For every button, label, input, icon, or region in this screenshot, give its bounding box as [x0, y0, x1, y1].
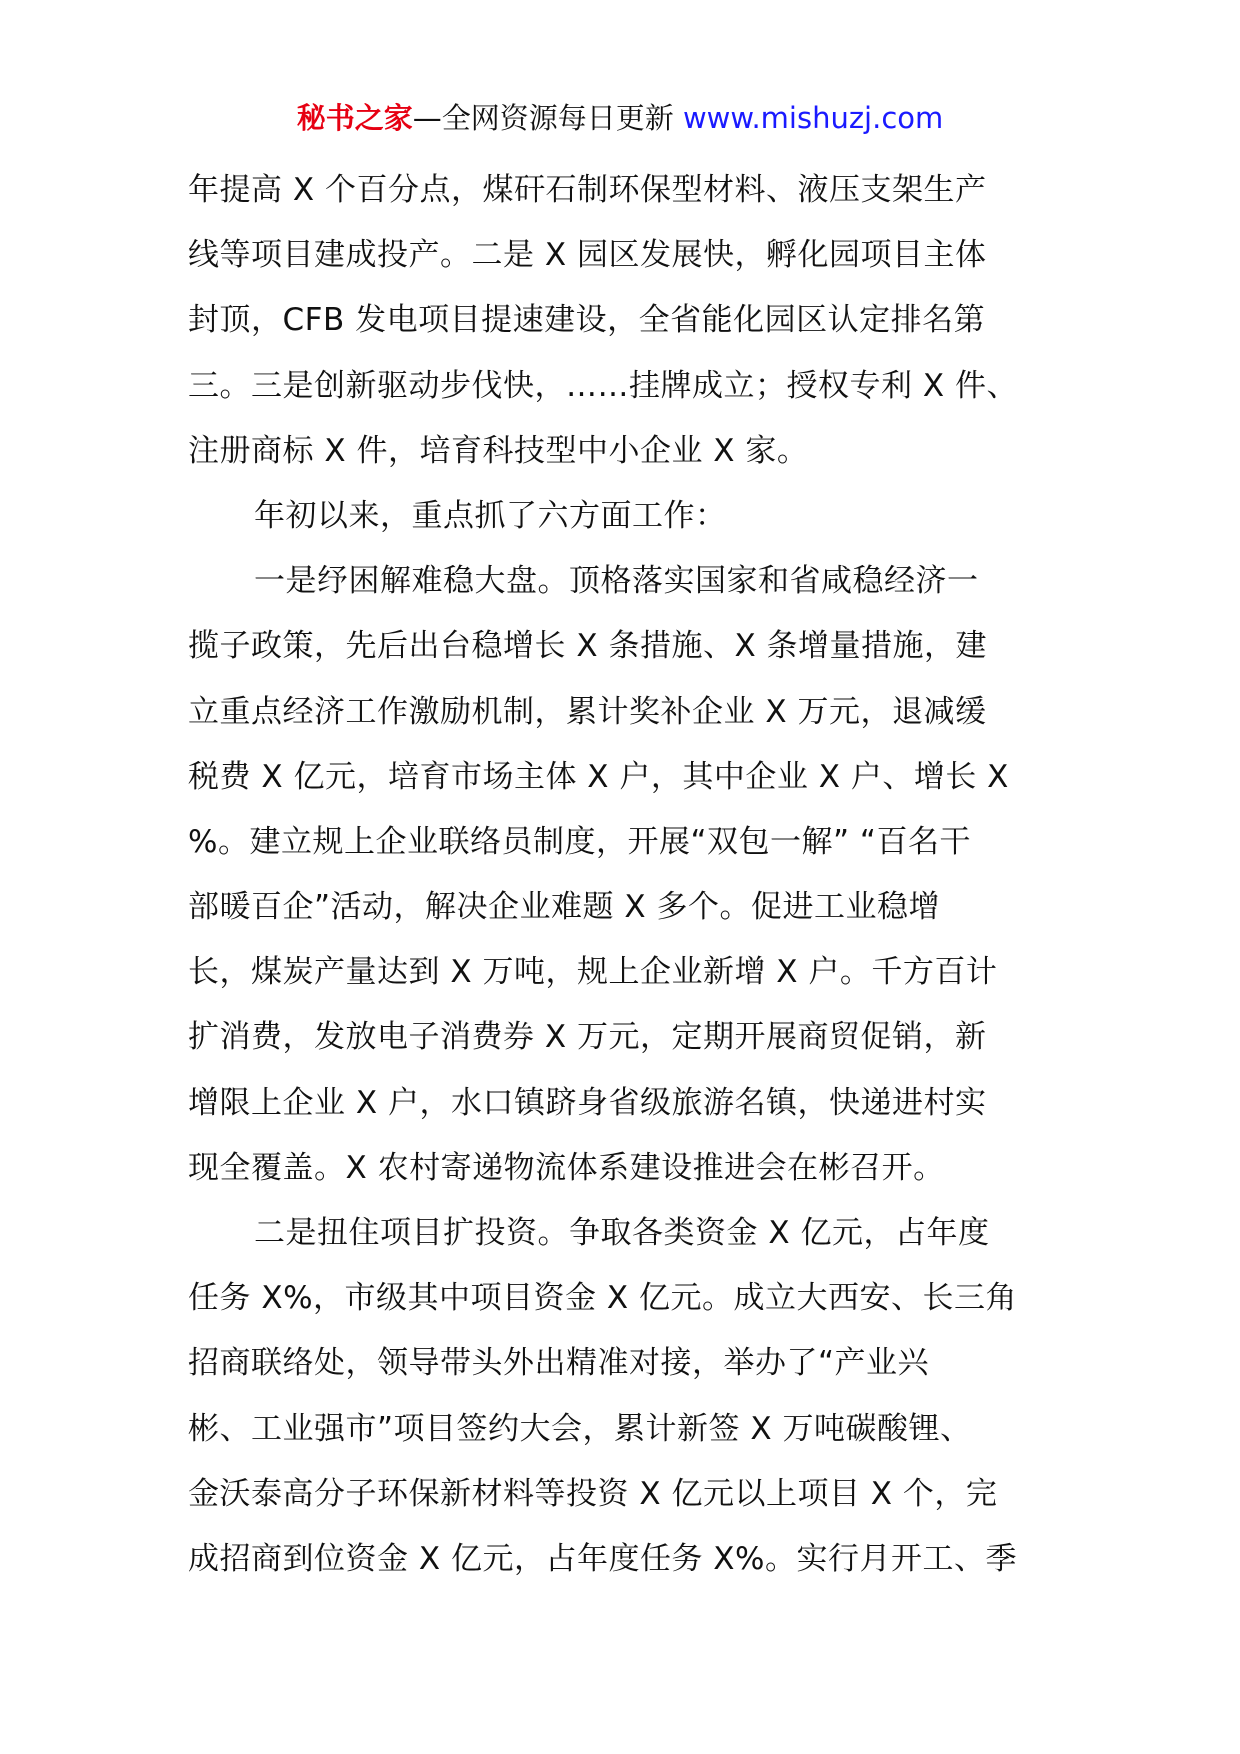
text-line: 注册商标 X 件，培育科技型中小企业 X 家。 — [188, 432, 809, 469]
text-line: 线等项目建成投产。二是 X 园区发展快，孵化园项目主体 — [188, 237, 987, 274]
header-slogan: —全网资源每日更新 — [412, 101, 674, 135]
page-header — [0, 98, 1240, 138]
document-body — [188, 158, 1056, 1592]
text-line: 部暖百企”活动，解决企业难题 X 多个。促进工业稳增 — [188, 889, 941, 926]
text-line: 现全覆盖。X 农村寄递物流体系建设推进会在彬召开。 — [188, 1149, 945, 1186]
brand-name: 秘书之家 — [296, 101, 413, 135]
text-line: 成招商到位资金 X 亿元，占年度任务 X%。实行月开工、季 — [188, 1540, 1017, 1577]
text-line: 招商联络处，领导带头外出精准对接，举办了“产业兴 — [188, 1345, 930, 1382]
text-line: 立重点经济工作激励机制，累计奖补企业 X 万元，退减缓 — [188, 693, 987, 730]
text-line: 揽子政策，先后出台稳增长 X 条措施、X 条增量措施，建 — [188, 628, 988, 665]
text-line: 一是纾困解难稳大盘。顶格落实国家和省咸稳经济一 — [254, 563, 979, 600]
text-line: 金沃泰高分子环保新材料等投资 X 亿元以上项目 X 个，完 — [188, 1475, 998, 1512]
text-line: 年初以来，重点抓了六方面工作： — [254, 497, 727, 534]
text-line: 封顶，CFB 发电项目提速建设，全省能化园区认定排名第 — [188, 302, 986, 339]
text-line: 任务 X%，市级其中项目资金 X 亿元。成立大西安、长三角 — [188, 1280, 1017, 1317]
text-line: 增限上企业 X 户，水口镇跻身省级旅游名镇，快递进村实 — [188, 1084, 987, 1121]
site-url[interactable]: www.mishuzj.com — [682, 101, 944, 135]
text-line: 三。三是创新驱动步伐快，……挂牌成立；授权专利 X 件、 — [188, 367, 1018, 404]
text-line: 税费 X 亿元，培育市场主体 X 户，其中企业 X 户、增长 X — [188, 758, 1009, 795]
text-line: 年提高 X 个百分点，煤矸石制环保型材料、液压支架生产 — [188, 172, 987, 208]
text-line: %。建立规上企业联络员制度，开展“双包一解” “百名干 — [188, 823, 971, 860]
text-line: 扩消费，发放电子消费券 X 万元，定期开展商贸促销，新 — [188, 1019, 987, 1056]
text-line: 二是扭住项目扩投资。争取各类资金 X 亿元，占年度 — [254, 1215, 990, 1251]
text-line: 长，煤炭产量达到 X 万吨，规上企业新增 X 户。千方百计 — [188, 954, 998, 991]
text-line: 彬、工业强市”项目签约大会，累计新签 X 万吨碳酸锂、 — [188, 1410, 972, 1447]
